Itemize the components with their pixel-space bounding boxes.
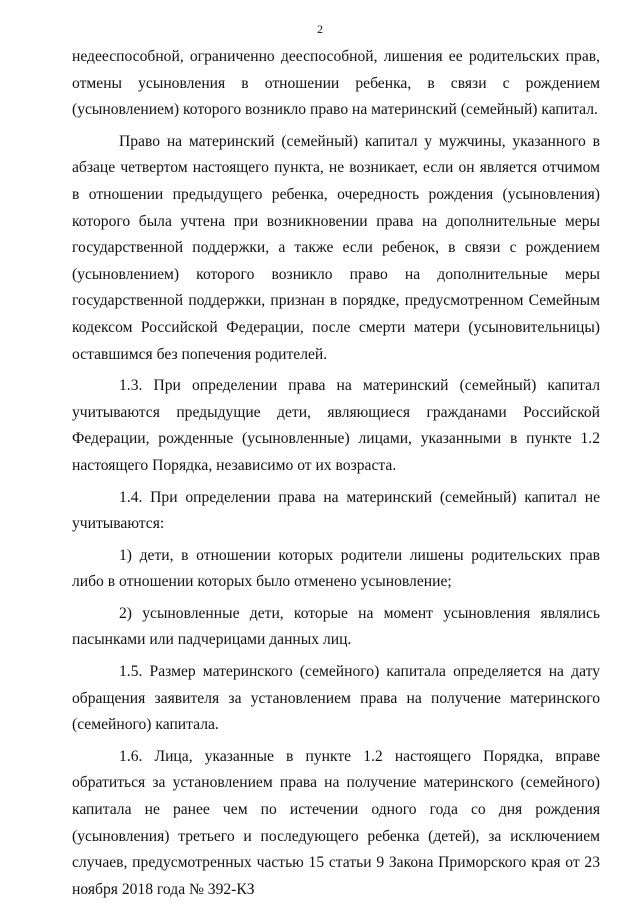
document-body (72, 44, 600, 903)
paragraph-1-4-item-2: 2) усыновленные дети, которые на момент усыновления являлись пасынками или падчерицами данных лиц. (72, 604, 600, 649)
paragraph-continuation: недееспособной, ограниченно дееспособной, лишения ее родительских прав, отмены усыновления в отношении ребенка, в связи с рождением (усыновлением) которого возникло право на материнский (семейный) капитал. (72, 48, 600, 119)
page-number: 2 (317, 22, 323, 36)
paragraph-1-4: 1.4. При определении права на материнский (семейный) капитал не учитываются: (72, 488, 600, 533)
paragraph-1-3: 1.3. При определении права на материнский (семейный) капитал учитываются предыдущие дети, являющиеся гражданами Российской Федерации, рожденные (усыновленные) лицами, указанными в пункте 1.2 настоящего Порядка, независимо от их возраста. (72, 377, 600, 474)
paragraph-1-5: 1.5. Размер материнского (семейного) капитала определяется на дату обращения заявителя за установлением права на получение материнского (семейного) капитала. (72, 663, 600, 734)
paragraph-1-6: 1.6. Лица, указанные в пункте 1.2 настоящего Порядка, вправе обратиться за установлением права на получение материнского (семейного) капитала не ранее чем по истечении одного года со дня рождения (усыновления) третьего и последующего ребенка (детей), за исключением случаев, предусмотренных частью 15 статьи 9 Закона Приморского края от 23 ноября 2018 года № 392-КЗ (72, 747, 600, 898)
paragraph-stepfather-rule: Право на материнский (семейный) капитал у мужчины, указанного в абзаце четвертом настоящего пункта, не возникает, если он является отчимом в отношении предыдущего ребенка, очередность рождения (усыновления) которого была учтена при возникновении права на дополнительные меры государственной поддержки, а также если ребенок, в связи с рождением (усыновлением) которого возникло право на дополнительные меры государственной поддержки, признан в порядке, предусмотренном Семейным кодексом Российской Федерации, после смерти матери (усыновительницы) оставшимся без попечения родителей. (72, 132, 600, 363)
paragraph-1-4-item-1: 1) дети, в отношении которых родители лишены родительских прав либо в отношении которых было отменено усыновление; (72, 546, 600, 591)
